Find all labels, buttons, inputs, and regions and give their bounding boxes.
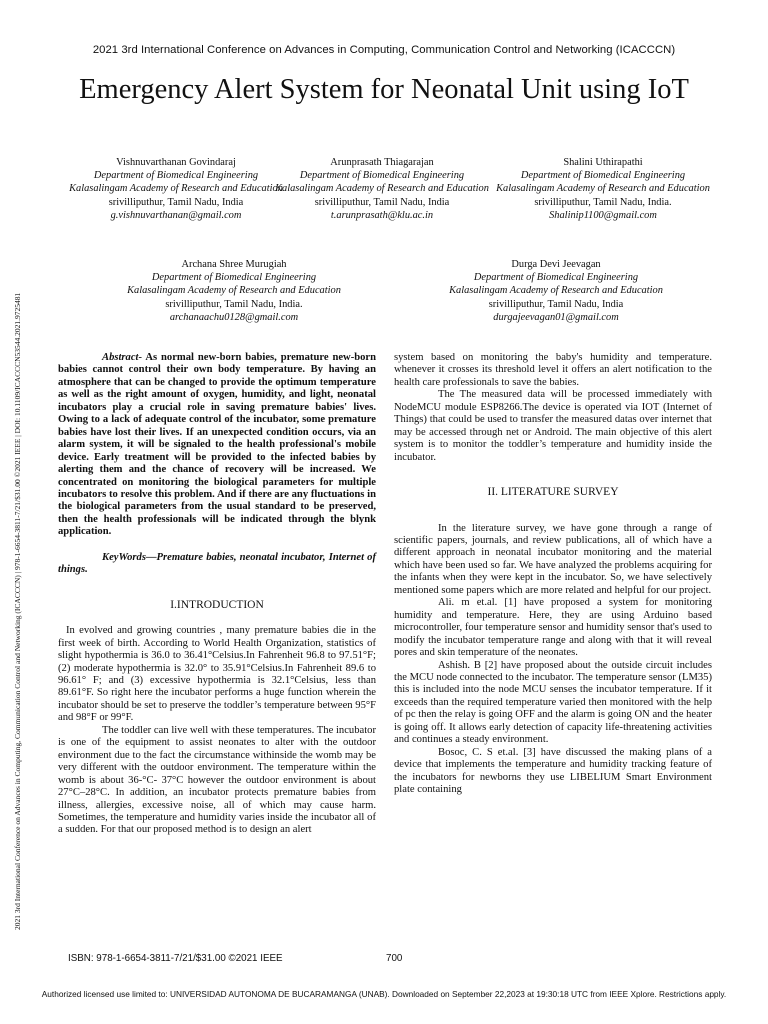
author-inst: Kalasalingam Academy of Research and Education: [127, 285, 341, 297]
author-place: srivilliputhur, Tamil Nadu, India: [314, 196, 450, 208]
author-inst: Kalasalingam Academy of Research and Education: [69, 183, 283, 195]
author-dept: Department of Biomedical Engineering: [473, 272, 639, 284]
side-strip: [2, 100, 22, 930]
abstract-text: As normal new-born babies, premature new-born babies cannot control their own body temperature. By having an atmosphere that can be changed to provide the optimum temperature as well as the right amount of oxygen, humidity, and light, neonatal incubators play a crucial role in saving premature babies' lives. Owing to a lack of adequate control of the incubator, some premature babies have lost their lives. If an unexpected condition occurs, via an alarm system, it will be signaled to the health professional's mobile device. Early treatment will be provided to the infected babies by alerting them and the chance of recovery will be increased. We concentrated on monitoring the biological parameters for multiple incubators to resolve this problem. And if there are any fluctuations in the biological parameters from the usual standard to be preserved, then the health professionals will be indicated through the blynk application.: [58, 352, 376, 538]
author-place: srivilliputhur, Tamil Nadu, India: [108, 196, 244, 208]
author-email: Shalinip1100@gmail.com: [549, 209, 657, 221]
author-name: Shalini Uthirapathi: [563, 157, 643, 168]
author-block: [272, 156, 492, 222]
author-inst: Kalasalingam Academy of Research and Education: [496, 183, 710, 195]
author-email: archanaachu0128@gmail.com: [169, 311, 299, 323]
author-dept: Department of Biomedical Engineering: [151, 272, 317, 284]
abstract-label: Abstract-: [102, 352, 143, 363]
intro-paragraph: The toddler can live well with these temperatures. The incubator is one of the equipment to assist neonates to alter with the outdoor environment due to the fact the circumstance withinside the womb may be very different with the outdoor environment. The temperature within the womb is about 36-°C- 37°C however the outdoor environment is about 27°C–28°C. In addition, an incubator protects premature babies from illness, allergies, excessive noise, all of which may cause harm. Sometimes, the temperature and humidity varies inside the incubator all of a sudden. For that our proposed method is to design an alert: [58, 724, 376, 836]
author-dept: Department of Biomedical Engineering: [299, 170, 465, 182]
body-paragraph: Ali. m et.al. [1] have proposed a system for monitoring humidity and temperature. Here, they are using Arduino based microcontroller, four temperature sensor and humidity sensor that's used to modify the incubator temperature range and along with that it will reveal pores and skin temperature of the neonates.: [394, 597, 712, 659]
author-name: Arunprasath Thiagarajan: [330, 157, 434, 168]
author-email: durgajeevagan01@gmail.com: [493, 311, 619, 323]
footer-isbn: ISBN: 978-1-6654-3811-7/21/$31.00 ©2021 IEEE: [68, 953, 283, 964]
author-name: Vishnuvarthanan Govindaraj: [116, 157, 236, 168]
author-block: [84, 258, 384, 324]
author-dept: Department of Biomedical Engineering: [520, 170, 686, 182]
author-inst: Kalasalingam Academy of Research and Education: [449, 285, 663, 297]
author-block: [66, 156, 286, 222]
author-place: srivilliputhur, Tamil Nadu, India: [488, 298, 624, 310]
author-inst: Kalasalingam Academy of Research and Education: [275, 183, 489, 195]
author-name: Archana Shree Murugiah: [181, 259, 287, 270]
left-column: [58, 352, 376, 837]
body-paragraph: In the literature survey, we have gone through a range of scientific papers, journals, and review publications, all of which have a different approach in neonatal incubator monitoring and the material which have been used so far. We have analyzed the problems acquiring for the infants when they were kept in the incubator. So, we have selectively mentioned some papers which are more related and helpful for our project.: [394, 522, 712, 596]
side-strip-text: 2021 3rd International Conference on Advances in Computing, Communication Control and Networking (ICACCCN) | 978-1-6654-3811-7/21/$31.00 ©2021 IEEE | DOI: 10.1109/ICACCCN53544.2021.9725481: [13, 292, 22, 930]
body-paragraph: The The measured data will be processed immediately with NodeMCU module ESP8266.The device is operated via IOT (Internet of Things) that could be used to transfer the measured datas over internet that may be accessed through net or Android. The main objective of this alert system is to monitor the toddler’s temperature and humidity inside the incubator.: [394, 389, 712, 463]
author-email: g.vishnuvarthanan@gmail.com: [110, 209, 242, 221]
author-email: t.arunprasath@klu.ac.in: [330, 209, 434, 221]
right-column: [394, 352, 712, 797]
body-paragraph: Bosoc, C. S et.al. [3] have discussed the making plans of a device that implements the temperature and humidity tracking feature of the incubators for newborns they use LIBELIUM Smart Environment plate containing: [394, 746, 712, 796]
abstract: [58, 352, 376, 539]
author-dept: Department of Biomedical Engineering: [93, 170, 259, 182]
author-place: srivilliputhur, Tamil Nadu, India.: [534, 196, 672, 208]
intro-paragraph: In evolved and growing countries , many premature babies die in the first week of birth. According to World Health Organization, statistics of slight hypothermia is 36.0 to 36.41°Celsius.In Fahrenheit 96.8 to 97.51°F; (2) moderate hypothermia is 32.0° to 35.91°Celsius.In Fahrenheit 89.6 to 96.61° F; and (3) excessive hypothermia is 32.1°Celsius, less than 89.61°F. So right here the incubator performs a huge function wherein the incubator should be set to preserve the toddler’s temperature between 95°F and 98°F or 99°F.: [58, 625, 376, 724]
author-block: [493, 156, 713, 222]
body-paragraph: system based on monitoring the baby's humidity and temperature. whenever it crosses its threshold level it offers an alert notification to the health care professionals to save the babies.: [394, 352, 712, 388]
section-heading-literature-survey: II. LITERATURE SURVEY: [487, 486, 619, 499]
keywords: KeyWords—Premature babies, neonatal incubator, Internet of things.: [58, 551, 376, 576]
paper-title: Emergency Alert System for Neonatal Unit using IoT: [79, 74, 689, 105]
section-heading-introduction: I.INTRODUCTION: [170, 598, 264, 611]
conference-header: 2021 3rd International Conference on Advances in Computing, Communication Control and Networking (ICACCCN): [92, 44, 676, 56]
page-number: 700: [386, 953, 403, 964]
body-paragraph: Ashish. B [2] have proposed about the outside circuit includes the MCU node connected to the incubator. The temperature sensor (LM35) this is included into the node MCU senses the incubator temperature. If it exceeds than the required temperature varied then monitored with the help of pc then the relay is going OFF and the alarm is going ON and the heater is going off. It allows early detection of capacity life-threatening activities and continues a steady environment.: [394, 659, 712, 746]
author-name: Durga Devi Jeevagan: [511, 259, 601, 270]
license-notice: Authorized licensed use limited to: UNIVERSIDAD AUTONOMA DE BUCARAMANGA (UNAB). Downloaded on September 22,2023 at 19:30:18 UTC from IEEE Xplore. Restrictions apply.: [41, 989, 727, 999]
author-block: [406, 258, 706, 324]
author-place: srivilliputhur, Tamil Nadu, India.: [165, 298, 303, 310]
